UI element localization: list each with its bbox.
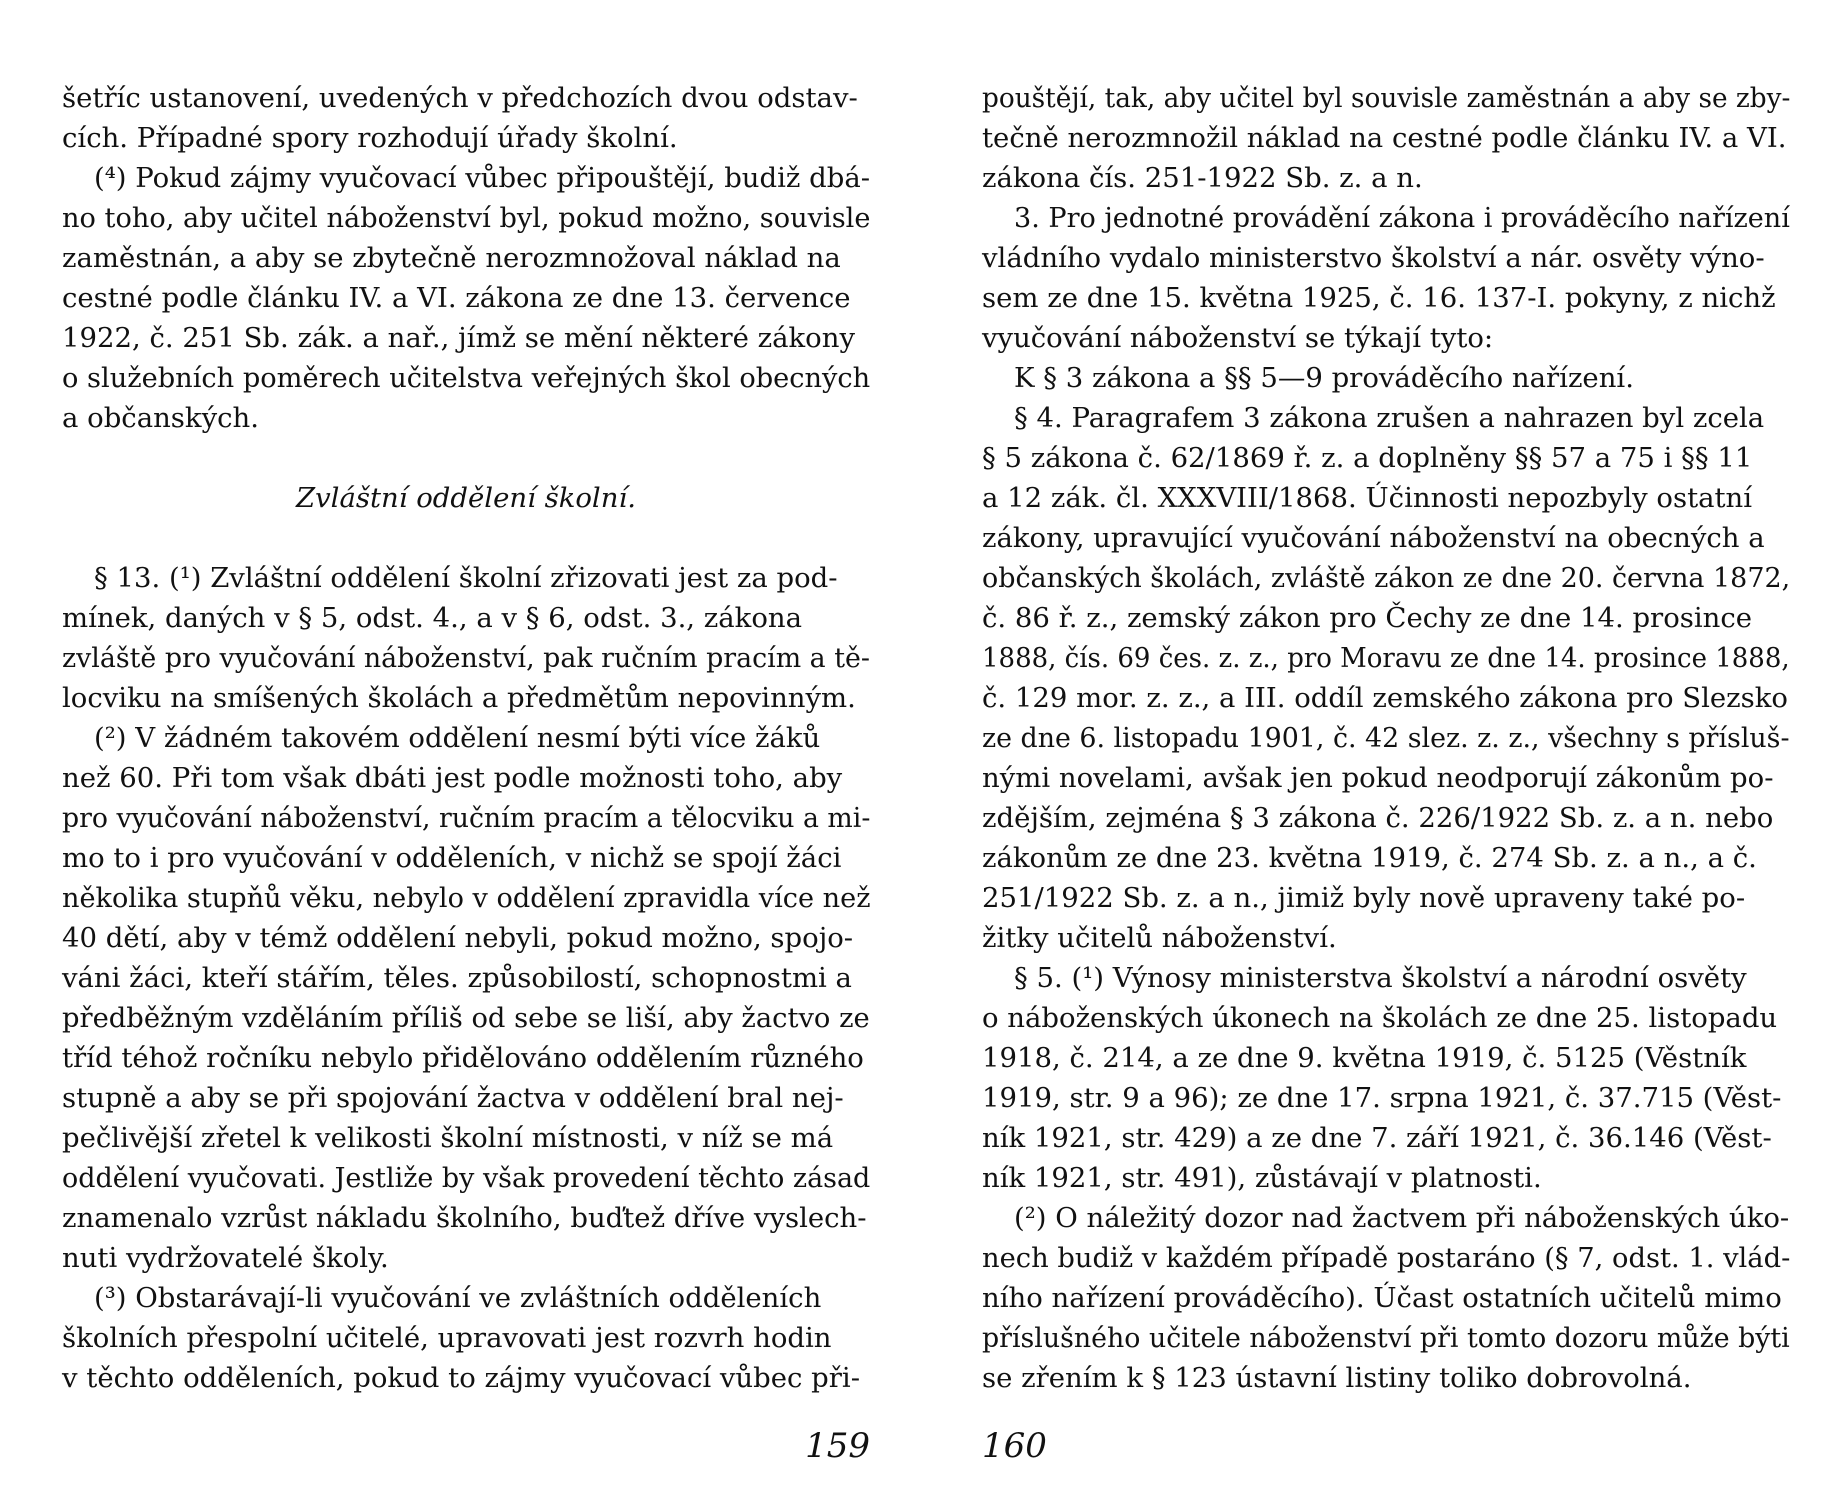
text-line: 40 dětí, aby v témž oddělení nebyli, pokud možno, spojo- — [62, 922, 854, 954]
page-number: 160 — [982, 1426, 1047, 1466]
text-line: (²) O náležitý dozor nad žactvem při náboženských úko- — [1014, 1202, 1790, 1234]
text-line: zákony, upravující vyučování náboženství na obecných a — [982, 522, 1765, 554]
text-line: (²) V žádném takovém oddělení nesmí býti více žáků — [94, 722, 821, 754]
text-line: žitky učitelů náboženství. — [982, 922, 1337, 954]
text-line: vládního vydalo ministerstvo školství a nár. osvěty výno- — [982, 242, 1765, 274]
text-line: zákona čís. 251-1922 Sb. z. a n. — [982, 162, 1423, 194]
text-line: cestné podle článku IV. a VI. zákona ze dne 13. července — [62, 282, 851, 314]
text-line: locviku na smíšených školách a předmětům nepovinným. — [62, 682, 856, 714]
right-page — [982, 78, 1790, 1478]
text-line: nými novelami, avšak jen pokud neodporují zákonům po- — [982, 762, 1774, 794]
text-line: tečně nerozmnožil náklad na cestné podle článku IV. a VI. — [982, 122, 1787, 154]
text-line: 1888, čís. 69 čes. z. z., pro Moravu ze dne 14. prosince 1888, — [982, 642, 1790, 674]
text-line: a občanských. — [62, 402, 259, 434]
text-line: 1918, č. 214, a ze dne 9. května 1919, č. 5125 (Věstník — [982, 1042, 1747, 1074]
text-line: vyučování náboženství se týkají tyto: — [982, 322, 1494, 354]
text-line: mo to i pro vyučování v odděleních, v nichž se spojí žáci — [62, 842, 842, 874]
text-line: několika stupňů věku, nebylo v oddělení zpravidla více než — [62, 882, 871, 914]
text-line: se zřením k § 123 ústavní listiny toliko dobrovolná. — [982, 1362, 1692, 1394]
text-line: než 60. Při tom však dbáti jest podle možnosti toho, aby — [62, 762, 843, 794]
text-line: zdějším, zejména § 3 zákona č. 226/1922 Sb. z. a n. nebo — [982, 802, 1774, 834]
text-line: oddělení vyučovati. Jestliže by však provedení těchto zásad — [62, 1162, 871, 1194]
text-line: pečlivější zřetel k velikosti školní místnosti, v níž se má — [62, 1122, 834, 1154]
text-line: § 4. Paragrafem 3 zákona zrušen a nahrazen byl zcela — [1014, 402, 1765, 434]
text-line: o náboženských úkonech na školách ze dne 25. listopadu — [982, 1002, 1778, 1034]
text-line: o služebních poměrech učitelstva veřejných škol obecných — [62, 362, 871, 394]
text-line: 1919, str. 9 a 96); ze dne 17. srpna 1921, č. 37.715 (Věst- — [982, 1082, 1782, 1114]
text-line: zákonům ze dne 23. května 1919, č. 274 Sb. z. a n., a č. — [982, 842, 1757, 874]
text-line: znamenalo vzrůst nákladu školního, buďtež dříve vyslech- — [62, 1202, 867, 1234]
text-line: ník 1921, str. 491), zůstávají v platnosti. — [982, 1162, 1542, 1194]
text-line: šetříc ustanovení, uvedených v předchozích dvou odstav- — [62, 82, 858, 114]
text-line: sem ze dne 15. května 1925, č. 16. 137-I. pokyny, z nichž — [982, 282, 1776, 314]
text-line: pro vyučování náboženství, ručním pracím a tělocviku a mi- — [62, 802, 871, 834]
text-line: stupně a aby se při spojování žactva v oddělení bral nej- — [62, 1082, 844, 1114]
text-line: § 13. (¹) Zvláštní oddělení školní zřizovati jest za pod- — [94, 562, 838, 594]
text-line: č. 129 mor. z. z., a III. oddíl zemského zákona pro Slezsko — [982, 682, 1788, 714]
text-line: nech budiž v každém případě postaráno (§ 7, odst. 1. vlád- — [982, 1242, 1791, 1274]
text-line: (⁴) Pokud zájmy vyučovací vůbec připouštějí, budiž dbá- — [94, 162, 871, 194]
page-number: 159 — [805, 1426, 870, 1466]
text-line: nuti vydržovatelé školy. — [62, 1242, 389, 1274]
text-line: v těchto odděleních, pokud to zájmy vyučovací vůbec při- — [62, 1362, 860, 1394]
text-line: školních přespolní učitelé, upravovati jest rozvrh hodin — [62, 1322, 832, 1354]
text-line: § 5 zákona č. 62/1869 ř. z. a doplněny §§ 57 a 75 i §§ 11 — [982, 442, 1753, 474]
text-line: ního nařízení prováděcího). Účast ostatních učitelů mimo — [982, 1282, 1782, 1314]
text-line: mínek, daných v § 5, odst. 4., a v § 6, odst. 3., zákona — [62, 602, 803, 634]
text-line: ze dne 6. listopadu 1901, č. 42 slez. z. z., všechny s přísluš- — [982, 722, 1790, 754]
text-line: pouštějí, tak, aby učitel byl souvisle zaměstnán a aby se zby- — [982, 82, 1791, 114]
text-line: příslušného učitele náboženství při tomto dozoru může býti — [982, 1322, 1790, 1354]
section-heading: Zvláštní oddělení školní. — [296, 482, 636, 514]
text-line: § 5. (¹) Výnosy ministerstva školství a národní osvěty — [1014, 962, 1747, 994]
left-page — [62, 78, 870, 1478]
text-line: zvláště pro vyučování náboženství, pak ručním pracím a tě- — [62, 642, 870, 674]
text-line: a 12 zák. čl. XXXVIII/1868. Účinnosti nepozbyly ostatní — [982, 482, 1753, 514]
text-line: tříd téhož ročníku nebylo přidělováno oddělením různého — [62, 1042, 864, 1074]
text-line: 1922, č. 251 Sb. zák. a nař., jímž se mění některé zákony — [62, 322, 855, 354]
text-line: 3. Pro jednotné provádění zákona i prováděcího nařízení — [1014, 202, 1790, 234]
text-line: 251/1922 Sb. z. a n., jimiž byly nově upraveny také po- — [982, 882, 1746, 914]
text-line: č. 86 ř. z., zemský zákon pro Čechy ze dne 14. prosince — [982, 602, 1753, 634]
text-line: no toho, aby učitel náboženství byl, pokud možno, souvisle — [62, 202, 871, 234]
text-line: občanských školách, zvláště zákon ze dne 20. června 1872, — [982, 562, 1791, 594]
text-line: K § 3 zákona a §§ 5—9 prováděcího nařízení. — [1014, 362, 1634, 394]
text-line: cích. Případné spory rozhodují úřady školní. — [62, 122, 678, 154]
text-line: váni žáci, kteří stářím, těles. způsobilostí, schopnostmi a — [62, 962, 852, 994]
text-line: (³) Obstarávají-li vyučování ve zvláštních odděleních — [94, 1282, 822, 1314]
text-line: předběžným vzděláním příliš od sebe se liší, aby žactvo ze — [62, 1002, 870, 1034]
text-line: ník 1921, str. 429) a ze dne 7. září 1921, č. 36.146 (Věst- — [982, 1122, 1772, 1154]
text-line: zaměstnán, a aby se zbytečně nerozmnožoval náklad na — [62, 242, 841, 274]
